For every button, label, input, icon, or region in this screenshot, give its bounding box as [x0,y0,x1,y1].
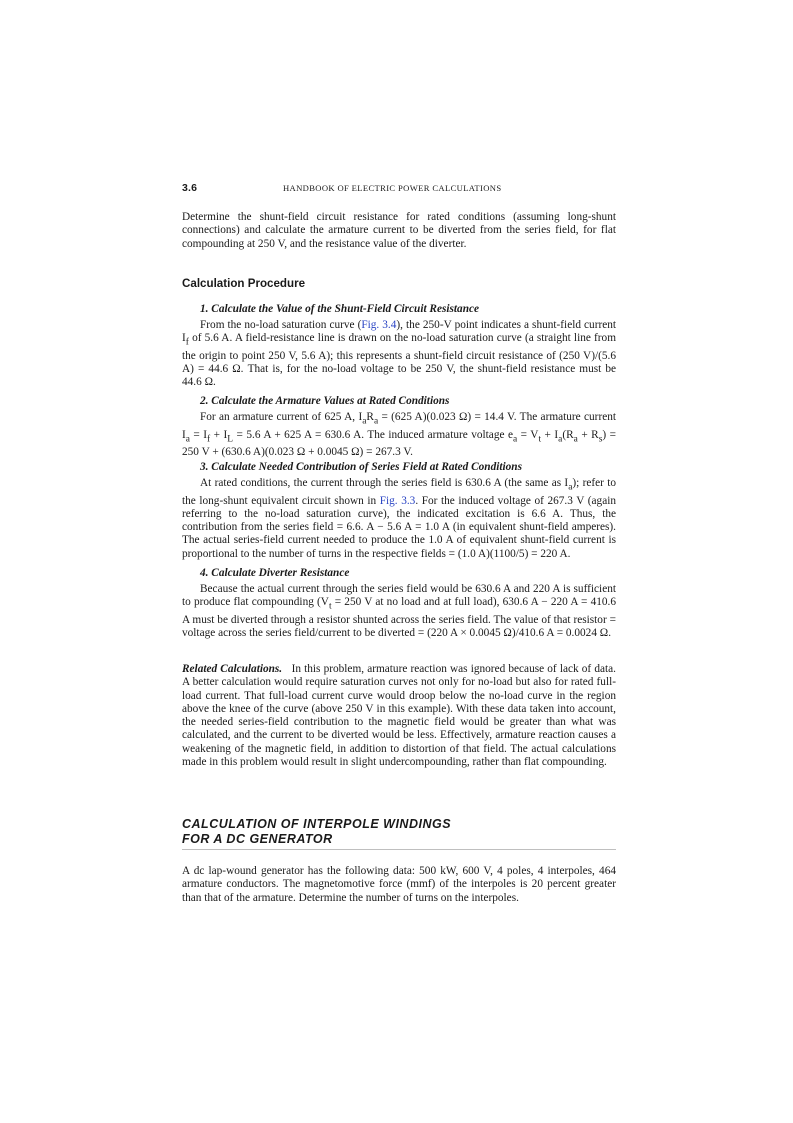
running-header [182,182,616,194]
step-4-title: 4. Calculate Diverter Resistance [200,567,350,579]
procedure-heading: Calculation Procedure [182,277,306,290]
step-3-paragraph: At rated conditions, the current through the series field is 630.6 A (the same as $I_a$); refer to the long-shunt equivalent circuit shown in Fig. 3.3. For the induced voltage of 267.3 V (again referring to the no-load saturation curve), the indicated excitation is 6.6 A. Thus, the contribution from the series field = 6.6. A − 5.6 A = 1.0 A (in equivalent shunt-field amperes). The actual series-field current needed to produce the 1.0 A of equivalent shunt-field current is proportional to the number of turns in the respective fields = (1.0 A)(1100/5) = 220 A. [182,477,616,560]
section-title-line-2: FOR A DC GENERATOR [182,832,333,846]
page-number: 3.6 [182,182,198,194]
fig-3-3-link[interactable]: Fig. 3.3 [379,494,416,507]
step-3 [182,461,616,561]
procedure-heading-block [182,277,616,290]
section-title-line-1: CALCULATION OF INTERPOLE WINDINGS [182,817,452,831]
step-1 [182,303,616,390]
intro-block [182,211,616,251]
interpole-paragraph: A dc lap-wound generator has the following data: 500 kW, 600 V, 4 poles, 4 interpoles, 464 armature conductors. The magnetomotive force (mmf) of the interpoles is 20 percent greater than that of the armature. Determine the number of turns on the interpoles. [182,865,616,904]
step-1-title: 1. Calculate the Value of the Shunt-Field Circuit Resistance [200,303,480,315]
step-3-title: 3. Calculate Needed Contribution of Series Field at Rated Conditions [200,461,522,473]
related-paragraph: Related Calculations. In this problem, armature reaction was ignored because of lack of data. A better calculation would require saturation curves not only for no-load but also for rated full-load current. That full-load current curve would droop below the no-load curve in the region above the knee of the curve (above 250 V in this example). With these data taken into account, the needed series-field contribution to the magnetic field would be greater than what was calculated, and the current to be diverted would be less. Effectively, armature reaction causes a weakening of the magnetic field, in addition to distortion of that field. The actual calculations made in this problem would result in slight undercompounding, rather than flat compounding. [182,663,616,769]
fig-3-4-link[interactable]: Fig. 3.4 [361,319,397,331]
step-2-title: 2. Calculate the Armature Values at Rated Conditions [200,395,450,407]
section-interpole-body [182,865,616,905]
step-2 [182,395,616,459]
step-1-paragraph: From the no-load saturation curve (Fig. 3.4), the 250-V point indicates a shunt-field current $I_f$ of 5.6 A. A field-resistance line is drawn on the no-load saturation curve (a straight line from the origin to point 250 V, 5.6 A); this represents a shunt-field circuit resistance of (250 V)/(5.6 A) = 44.6 Ω. That is, for the no-load voltage to be 250 V, the shunt-field resistance must be 44.6 Ω. [182,319,617,389]
section-interpole-title [182,817,616,847]
section-rule [182,849,616,850]
running-title: HANDBOOK OF ELECTRIC POWER CALCULATIONS [283,183,502,193]
related-calculations [182,663,616,769]
intro-paragraph: Determine the shunt-field circuit resistance for rated conditions (assuming long-shunt connections) and calculate the armature current to be diverted from the series field, for flat compounding at 250 V, and the resistance value of the diverter. [182,211,616,250]
related-lead: Related Calculations. [182,663,283,675]
step-4-paragraph: Because the actual current through the series field would be 630.6 A and 220 A is sufficient to produce flat compounding ($V_t = 250$ V at no load and at full load), 630.6 A − 220 A = 410.6 A must be diverted through a resistor shunted across the series field. The value of that resistor = voltage across the series field/current to be diverted = (220 A × 0.0045 Ω)/410.6 A = 0.0024 Ω. [182,583,616,640]
step-4 [182,567,616,640]
step-2-paragraph: For an armature current of 625 A, $I_aR_a = (625$ A)(0.023 Ω) = 14.4 V. The armature current $I_a = I_f + I_L = 5.6$ A + 625 A = 630.6 A. The induced armature voltage $e_a = V_t + I_a(R_a + R_s) = 250$ V + (630.6 A)(0.023 Ω + 0.0045 Ω) = 267.3 V. [182,411,617,459]
